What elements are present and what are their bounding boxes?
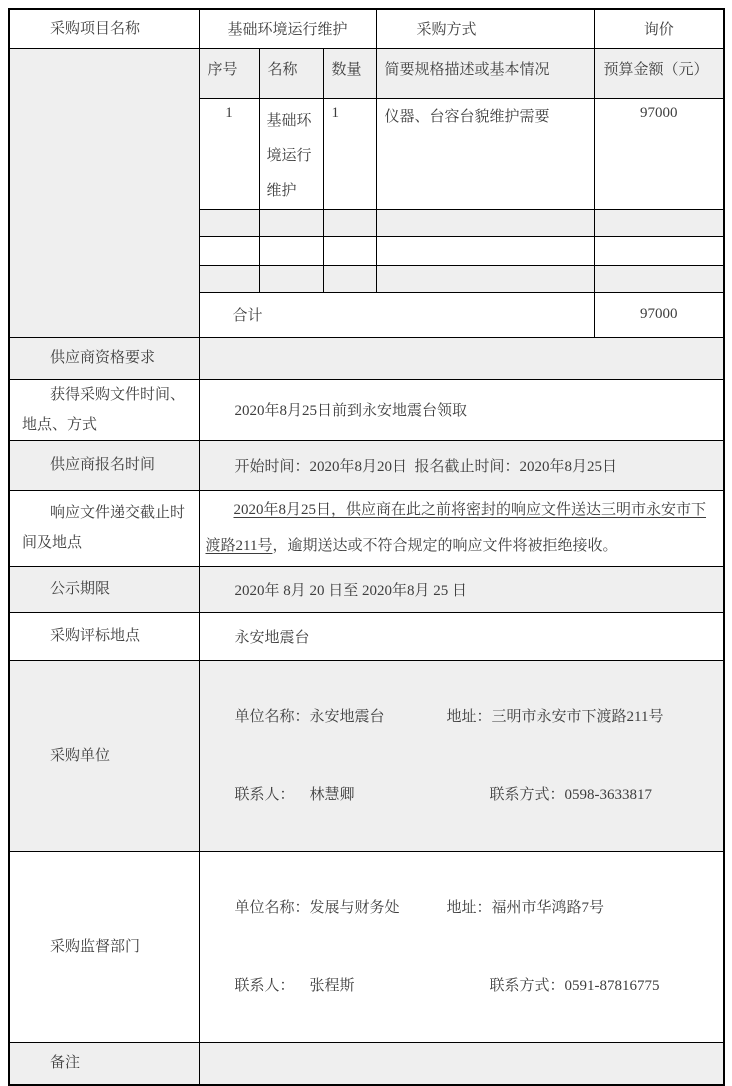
item-qty — [323, 236, 376, 265]
unit-address: 地址：三明市永安市下渡路211号 — [446, 708, 664, 725]
contact-phone: 联系方式：0598-3633817 — [489, 786, 652, 803]
info-row-purchasing-unit — [9, 660, 724, 851]
col-header-qty: 数量 — [323, 48, 376, 98]
info-row-notice-period — [9, 566, 724, 612]
item-desc: 仪器、台容台貌维护需要 — [376, 98, 594, 209]
col-header-no: 序号 — [199, 48, 259, 98]
info-row-qualification — [9, 337, 724, 379]
item-budget — [594, 265, 724, 292]
item-name: 基础环境运行维护 — [259, 98, 323, 209]
info-row-response-deadline — [9, 490, 724, 566]
contact-line-unit — [235, 886, 718, 930]
item-name — [259, 236, 323, 265]
item-no — [199, 209, 259, 236]
row-label: 备注 — [9, 1042, 199, 1085]
contact-person: 联系人： 张程斯 — [234, 977, 355, 994]
project-name-label: 采购项目名称 — [9, 9, 199, 48]
row-label: 公示期限 — [9, 566, 199, 612]
item-desc — [376, 209, 594, 236]
project-name-value: 基础环境运行维护 — [199, 9, 376, 48]
procurement-notice-table — [8, 8, 725, 1086]
header-row — [9, 9, 724, 48]
row-label: 供应商资格要求 — [9, 337, 199, 379]
info-row-document-pickup — [9, 379, 724, 440]
col-header-name: 名称 — [259, 48, 323, 98]
row-label: 供应商报名时间 — [9, 440, 199, 490]
row-label: 采购评标地点 — [9, 612, 199, 660]
unit-name: 单位名称：发展与财务处 — [234, 899, 400, 916]
row-content — [199, 851, 724, 1042]
deadline-underlined-text: 2020年8月25日，供应商在此之前将密封的响应文件送达三明市永安市下渡路211号 — [205, 502, 707, 554]
row-content: 2020年8月25日前到永安地震台领取 — [199, 379, 724, 440]
item-budget — [594, 236, 724, 265]
row-content: 永安地震台 — [199, 612, 724, 660]
item-desc — [376, 236, 594, 265]
row-content: 2020年 8月 20 日至 2020年8月 25 日 — [199, 566, 724, 612]
item-budget — [594, 209, 724, 236]
contact-line-person — [235, 964, 718, 1008]
deadline-plain-text: ，逾期送达或不符合规定的响应文件将被拒绝接收。 — [272, 538, 618, 554]
item-no: 1 — [199, 98, 259, 209]
row-content — [199, 490, 724, 566]
contact-line-person — [235, 773, 718, 817]
col-header-budget: 预算金额（元） — [594, 48, 724, 98]
contact-line-unit — [235, 695, 718, 739]
item-no — [199, 236, 259, 265]
contact-person: 联系人： 林慧卿 — [234, 786, 355, 803]
row-label: 获得采购文件时间、地点、方式 — [9, 379, 199, 440]
info-row-registration-time — [9, 440, 724, 490]
item-desc — [376, 265, 594, 292]
info-row-evaluation-location — [9, 612, 724, 660]
row-label: 采购监督部门 — [9, 851, 199, 1042]
items-header-row — [9, 48, 724, 98]
info-row-remarks — [9, 1042, 724, 1085]
item-qty — [323, 265, 376, 292]
row-content: 开始时间：2020年8月20日 报名截止时间：2020年8月25日 — [199, 440, 724, 490]
row-content — [199, 660, 724, 851]
unit-name: 单位名称：永安地震台 — [234, 708, 385, 725]
total-label: 合计 — [199, 292, 594, 337]
contact-phone: 联系方式：0591-87816775 — [489, 977, 660, 994]
item-qty — [323, 209, 376, 236]
col-header-desc: 简要规格描述或基本情况 — [376, 48, 594, 98]
item-no — [199, 265, 259, 292]
row-label: 采购单位 — [9, 660, 199, 851]
info-row-supervision-department — [9, 851, 724, 1042]
item-name — [259, 265, 323, 292]
item-qty: 1 — [323, 98, 376, 209]
unit-address: 地址：福州市华鸿路7号 — [446, 899, 605, 916]
item-name — [259, 209, 323, 236]
left-spacer-cell — [9, 48, 199, 337]
purchase-method-label: 采购方式 — [376, 9, 594, 48]
item-budget: 97000 — [594, 98, 724, 209]
row-content — [199, 1042, 724, 1085]
row-content — [199, 337, 724, 379]
purchase-method-value: 询价 — [594, 9, 724, 48]
row-label: 响应文件递交截止时间及地点 — [9, 490, 199, 566]
total-value: 97000 — [594, 292, 724, 337]
